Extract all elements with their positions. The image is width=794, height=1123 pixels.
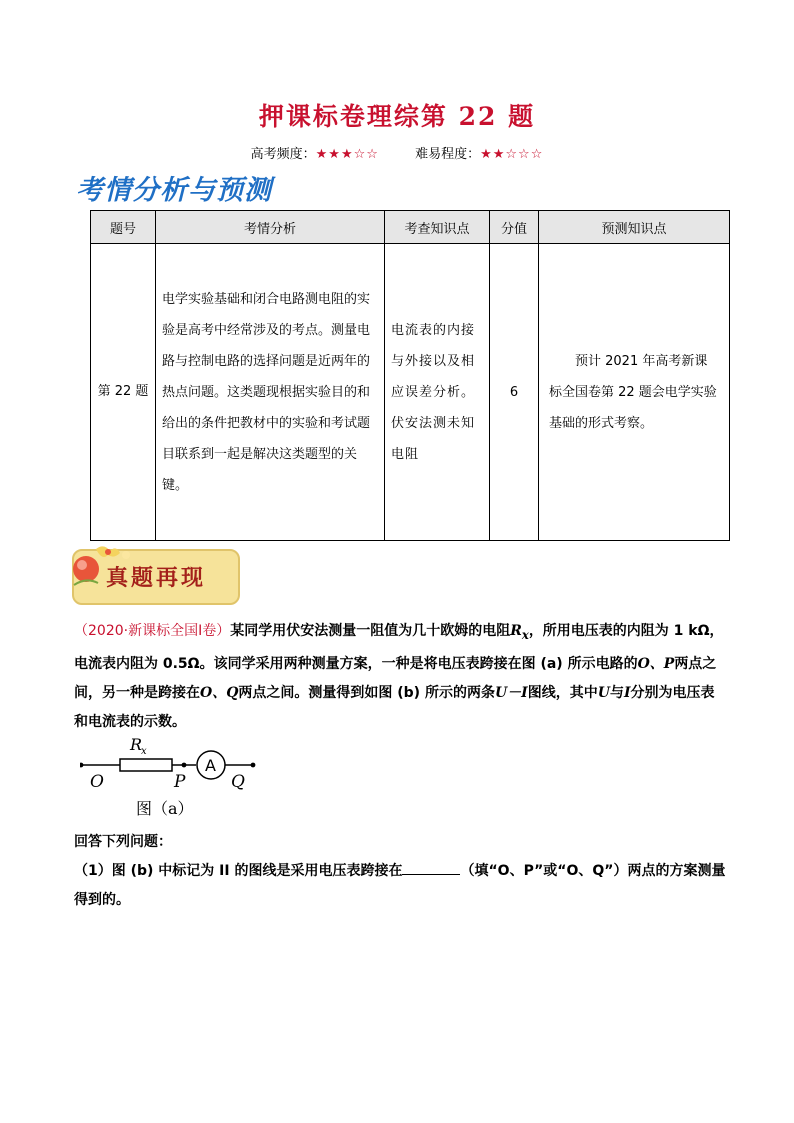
rx-letter: R: [510, 623, 522, 639]
problem-part: 两点之间，另一种是跨接在: [74, 655, 717, 701]
question-1-text-end: （填“O、P”或“O、Q”）两点的方案测量得到的。: [74, 863, 726, 908]
problem-part: 某同学用伏安法测量一阻值为几十欧姆的电阻: [230, 623, 511, 639]
i-symbol: I: [623, 684, 631, 701]
resistor-icon: [120, 759, 172, 771]
rx-sub: x: [521, 627, 529, 642]
node-p: P: [174, 772, 186, 792]
question-1: [74, 857, 728, 915]
problem-source: （2020·新课标全国Ⅰ卷）: [74, 623, 231, 639]
cell-knowledge: 电流表的内接与外接以及相应误差分析。伏安法测未知电阻: [385, 244, 490, 541]
resistor-sub: x: [141, 746, 147, 757]
page-title: 押课标卷理综第 22 题: [258, 102, 536, 131]
cell-prediction: 预计 2021 年高考新课标全国卷第 22 题会电学实验基础的形式考察。: [539, 244, 730, 541]
rx-symbol: [510, 623, 529, 642]
frequency-label: 高考频度：: [250, 147, 316, 162]
ui-symbol: U－I: [494, 684, 528, 701]
header-prediction: 预测知识点: [539, 211, 730, 244]
oq-symbol: O、Q: [200, 684, 239, 701]
problem-part: 两点之间。测量得到如图 (b) 所示的两条: [238, 684, 495, 701]
real-question-badge: [66, 541, 236, 603]
frequency-stars-icon: ★★★☆☆: [315, 147, 379, 162]
header-question-no: 题号: [91, 211, 156, 244]
cell-question-no: 第 22 题: [91, 244, 156, 541]
ammeter-label: A: [205, 756, 216, 775]
resistor-label: R: [130, 735, 143, 754]
cell-analysis: 电学实验基础和闭合电路测电阻的实验是高考中经常涉及的考点。测量电路与控制电路的选择问题是近两年的热点问题。这类题现根据实验目的和给出的条件把教材中的实验和考试题目联系到一起是解决这类题型的关键。: [156, 244, 385, 541]
problem-part: 分别为电压表和电流表的示数。: [74, 684, 715, 730]
problem-part: 图线，其中: [527, 684, 598, 701]
node-q: Q: [231, 772, 245, 792]
header-analysis: 考情分析: [156, 211, 385, 244]
question-1-text: （1）图 (b) 中标记为 II 的图线是采用电压表跨接在: [74, 863, 403, 879]
header-score: 分值: [490, 211, 539, 244]
frequency-item: [251, 147, 383, 162]
cell-score: 6: [490, 244, 539, 541]
badge-text: 真题再现: [106, 565, 207, 591]
table-row: [91, 244, 730, 541]
circuit-diagram: [80, 735, 280, 827]
problem-part: ，所用电压表的内阻为 1 kΩ，电流表内阻为 0.5Ω。该同学采用两种测量方案，一种是将电压表跨接在图 (a) 所示电路的: [74, 623, 724, 672]
analysis-table: [90, 210, 730, 541]
answer-block: [74, 828, 728, 915]
meta-line: [0, 143, 794, 162]
answer-blank[interactable]: [402, 858, 460, 875]
problem-text: [74, 617, 728, 737]
figure-caption: 图（a）: [136, 799, 194, 818]
answer-prompt: 回答下列问题：: [74, 834, 172, 850]
u-symbol: U: [597, 684, 610, 701]
problem-part: 与: [609, 684, 624, 701]
table-header-row: [91, 211, 730, 244]
header-knowledge: 考查知识点: [385, 211, 490, 244]
section-title: 考情分析与预测: [76, 175, 272, 206]
difficulty-label: 难易程度：: [415, 147, 481, 162]
op-symbol: O、P: [637, 655, 675, 672]
difficulty-item: [415, 147, 543, 162]
node-o: O: [90, 772, 104, 792]
difficulty-stars-icon: ★★☆☆☆: [480, 147, 544, 162]
